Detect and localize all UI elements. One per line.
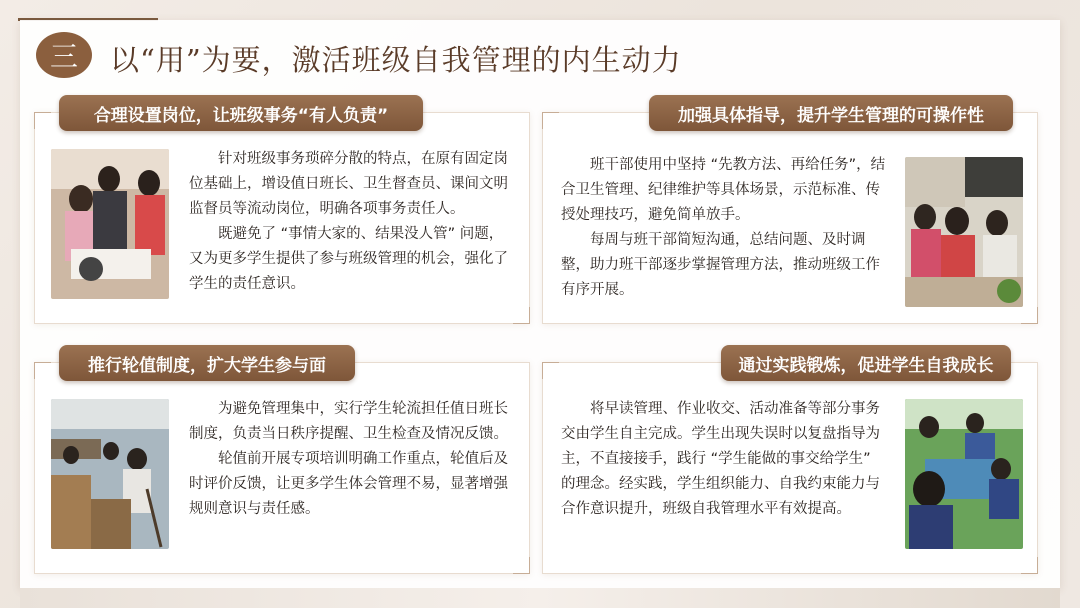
card-tag: 推行轮值制度，扩大学生参与面 xyxy=(59,345,355,381)
card-rotation xyxy=(34,355,530,574)
card-post-setup xyxy=(34,105,530,324)
card-body xyxy=(561,153,887,303)
card-paragraph: 班干部使用中坚持 “先教方法、再给任务”，结合卫生管理、纪律维护等具体场景，示范标准、传授处理技巧，避免简单放手。 xyxy=(561,157,886,223)
card-paragraph: 针对班级事务琐碎分散的特点，在原有固定岗位基础上，增设值日班长、卫生督查员、课间文明监督员等流动岗位，明确各项事务责任人。 xyxy=(189,151,508,217)
decorative-bottom-strip xyxy=(20,588,1060,608)
photo-students-studying xyxy=(905,399,1023,549)
card-corner-decoration xyxy=(1021,557,1038,574)
card-guidance xyxy=(542,105,1038,324)
photo-teacher-with-students xyxy=(51,149,169,299)
card-practice xyxy=(542,355,1038,574)
card-paragraph: 既避免了 “事情大家的、结果没人管” 问题，又为更多学生提供了参与班级管理的机会，强化了学生的责任意识。 xyxy=(189,226,508,292)
card-paragraph: 每周与班干部简短沟通，总结问题、及时调整，助力班干部逐步掌握管理方法，推动班级工作有序开展。 xyxy=(561,232,880,298)
card-paragraph: 将早读管理、作业收交、活动准备等部分事务交由学生自主完成。学生出现失误时以复盘指导为主，不直接接手，践行 “学生能做的事交给学生” 的理念。经实践，学生组织能力、自我约束能力与合作意识提升，班级自我管理水平有效提高。 xyxy=(561,401,880,517)
card-corner-decoration xyxy=(542,362,559,379)
card-tag: 合理设置岗位，让班级事务“有人负责” xyxy=(59,95,423,131)
card-corner-decoration xyxy=(513,307,530,324)
card-corner-decoration xyxy=(1021,307,1038,324)
card-tag: 通过实践锻炼，促进学生自我成长 xyxy=(721,345,1011,381)
section-number-badge: 三 xyxy=(36,32,92,78)
card-corner-decoration xyxy=(542,112,559,129)
card-corner-decoration xyxy=(513,557,530,574)
slide-title: 以“用”为要，激活班级自我管理的内生动力 xyxy=(110,43,682,77)
slide xyxy=(20,20,1060,588)
photo-class-meeting xyxy=(905,157,1023,307)
card-body xyxy=(189,147,513,297)
card-corner-decoration xyxy=(34,112,51,129)
card-body xyxy=(561,397,887,522)
card-corner-decoration xyxy=(34,362,51,379)
card-tag: 加强具体指导，提升学生管理的可操作性 xyxy=(649,95,1013,131)
card-body xyxy=(189,397,515,522)
card-paragraph: 为避免管理集中，实行学生轮流担任值日班长制度，负责当日秩序提醒、卫生检查及情况反馈。 xyxy=(189,401,508,442)
photo-student-cleaning xyxy=(51,399,169,549)
card-paragraph: 轮值前开展专项培训明确工作重点，轮值后及时评价反馈，让更多学生体会管理不易，显著增强规则意识与责任感。 xyxy=(189,451,508,517)
